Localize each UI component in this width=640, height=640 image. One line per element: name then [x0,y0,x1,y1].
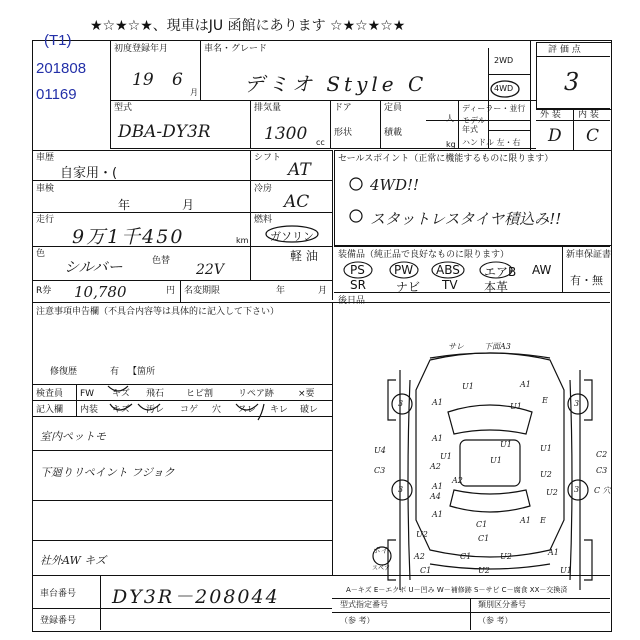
rating-value: 3 [564,68,580,96]
diag-m-u1f: U1 [540,444,552,453]
equip-pw: PW [394,263,414,277]
name-grade-value: デミオ Style C [244,72,428,96]
diag-m-a1b: A1 [520,380,531,389]
model-value: DBA-DY3R [118,122,211,142]
history-value: 自家用・( [60,166,118,181]
diag-m-a1c: A1 [432,434,443,443]
diag-m-a1e: A1 [432,510,443,519]
equip-navi: ナビ [396,280,421,294]
shift-label: シフト [254,153,282,163]
color-label: 色 [36,249,46,259]
after-label: 後日品 [338,296,366,306]
insp-koge: コゲ [180,405,199,415]
equip-sr: SR [350,278,366,292]
inspection-tsuki: 月 [182,198,195,212]
insp-kire: キレ [270,405,288,415]
doors-label: ドア [334,103,352,113]
sales-line-2: スタットレスタイヤ積込み!! [370,210,562,228]
stamp-line-1: (T1) [44,32,72,49]
note-1: 室内ペットモ [40,430,106,443]
displacement-value: 1300 [264,124,308,144]
form-label-2: 類別区分番号 [478,600,526,609]
diag-m-a1d: A1 [432,482,443,491]
equip-leather: 本革 [484,280,509,294]
diag-wheel-3: 3 [398,485,404,494]
shape-label: 形状 [334,128,353,138]
inspection-nen: 年 [118,198,131,212]
diag-m-c1a: C1 [476,520,488,529]
fuel-label: 燃料 [254,215,273,225]
interior-label: 内 装 [578,110,599,120]
diag-wheel-4: 3 [574,485,580,494]
interior-value: C [586,126,600,146]
insp-kizu: キズ [112,389,130,399]
diag-top-1: サレ [448,342,464,351]
diag-wheel-2: 3 [574,399,580,408]
exterior-label: 外 装 [540,110,561,120]
model-year-label: モデル [462,116,486,125]
inspection-label: 車検 [36,184,55,194]
chassis-value: DY3R－208044 [112,586,280,608]
repair-label: 修復歴 [50,367,78,377]
diag-m-u1d: U1 [440,452,452,461]
history-label: 車歴 [36,153,55,163]
color-no-label: 色替 [152,256,171,266]
load-label: 積載 [384,128,403,138]
diag-m-a4: A4 [430,492,441,501]
load-unit: kg [446,140,456,149]
diag-right-side: C 穴 [594,486,611,495]
form-label-1: 型式指定番号 [340,600,388,609]
name-change-label: 名変期限 [184,286,221,296]
diag-m-u1a: U1 [462,382,474,391]
rating-label: 評 価 点 [548,45,581,55]
diag-m-a1a: A1 [432,398,443,407]
diag-m-c1d: C1 [420,566,432,575]
new-car-label: 新車保証書 [566,250,612,260]
drive-4wd: 4WD [494,84,514,93]
mileage-value: 9万1千450 [72,226,185,248]
equip-abs: ABS [436,263,460,277]
insp-yogore: 汚レ [146,405,165,415]
diag-m-c1c: C1 [460,552,472,561]
recycle-yen: 円 [166,286,176,296]
form-label-4: （参 考） [478,616,513,625]
diag-wheel-1: 3 [398,399,404,408]
diag-m-a2a: A2 [430,462,441,471]
equip-airbag: エアB [484,265,517,279]
recycle-label: R券 [36,286,52,296]
recycle-value: 10,780 [74,283,127,301]
diag-spare-label: スペア [372,565,391,572]
diag-m-a2c: A2 [414,552,425,561]
first-reg-year: 19 [132,70,154,90]
write-label: 記入欄 [36,405,64,415]
mileage-label: 走行 [36,215,55,225]
diag-m-u2c: U2 [416,530,428,539]
color-no-value: 22V [196,262,224,278]
fuel-value-2: 軽 油 [290,249,318,263]
insp-fw: FW [80,389,95,399]
equipment-label: 装備品（純正品で良好なものに限ります） [338,250,510,260]
insp-yo: ×要 [298,389,315,399]
form-label-3: （参 考） [340,616,375,625]
dealer-label: ディーラー・並行 [462,104,526,113]
diag-m-c2: C2 [596,450,608,459]
registration-label: 登録番号 [40,616,77,626]
equip-tv: TV [442,278,458,292]
diag-m-c3b: C3 [596,466,608,475]
km-unit: km [236,236,249,245]
equip-aw: AW [532,263,552,277]
handle-label: ハンドル 左・右 [462,138,521,147]
cc-unit: cc [316,138,325,147]
diag-m-u1g: U1 [560,566,572,575]
shift-value: AT [288,160,311,180]
diag-m-u2b: U2 [546,488,558,497]
diag-m-u1c: U1 [500,440,512,449]
insp-repair: リペア跡 [238,389,274,399]
diag-m-u4: U4 [374,446,386,455]
name-change-tsuki: 月 [318,286,328,296]
insp-kizu2: キズ [112,405,130,415]
legend: A－キズ E－エクボ U－凹み W－補修跡 S－サビ C－腐食 XX－交換済 [346,586,568,594]
equip-ps: PS [350,263,365,277]
note-3: 社外AW キズ [40,554,107,567]
diag-m-u1b: U1 [510,402,522,411]
new-car-value: 有・無 [570,274,603,287]
diag-m-u2a: U2 [540,470,552,479]
insp-naisou: 内装 [80,405,99,415]
repair-location: 【箇所 [128,367,156,377]
model-label: 型式 [114,103,133,113]
diag-m-c1b: C1 [478,534,490,543]
insp-hibiware: ヒビ割 [186,389,214,399]
exterior-value: D [548,126,562,146]
insp-sure: スレ [238,405,257,415]
chassis-label: 車台番号 [40,589,77,599]
diag-m-e: E [542,396,548,405]
diag-m-a2b: A2 [452,476,463,485]
repair-value: 有 [110,367,120,377]
name-grade-label: 車名・グレード [204,44,268,54]
diag-m-a1f: A1 [520,516,531,525]
name-change-nen: 年 [276,286,286,296]
note-2: 下廻りリペイント フジョク [40,466,175,479]
checker-label: 検査員 [36,389,64,399]
ac-value: AC [284,192,310,212]
diag-m-c3a: C3 [374,466,386,475]
capacity-unit: 人 [446,114,454,123]
capacity-label: 定員 [384,103,403,113]
stamp-line-2: 201808 [36,60,87,77]
diag-m-e2: E [540,516,546,525]
diag-top-2: 下面A3 [484,342,511,351]
first-reg-label: 初度登録年月 [114,44,169,54]
stamp-line-3: 01169 [36,86,77,103]
month-unit: 月 [190,88,198,97]
caution-label: 注意事項申告欄（不具合内容等は具体的に記入して下さい） [36,307,280,317]
insp-ana: 穴 [212,405,222,415]
insp-tobiishi: 飛石 [146,389,165,399]
ac-label: 冷房 [254,184,273,194]
color-value: シルバー [64,258,123,276]
first-reg-month: 6 [172,70,183,90]
insp-yabure: 破レ [300,405,319,415]
displacement-label: 排気量 [254,103,282,113]
sales-label: セールスポイント（正常に機能するものに限ります） [338,154,554,164]
year-label: 年式 [462,125,478,134]
diag-spare-mark: ホイ [372,546,388,555]
sales-line-1: 4WD!! [370,176,420,194]
fuel-value-1: ガソリン [270,230,314,243]
drive-2wd: 2WD [494,56,514,65]
diag-m-u1e: U1 [490,456,502,465]
banner: ★☆★☆★、現車はJU 函館にあります ☆★☆★☆★ [90,18,406,34]
diag-m-a1g: A1 [548,548,559,557]
diag-m-u2e: U2 [478,566,490,575]
diag-m-u2d: U2 [500,552,512,561]
